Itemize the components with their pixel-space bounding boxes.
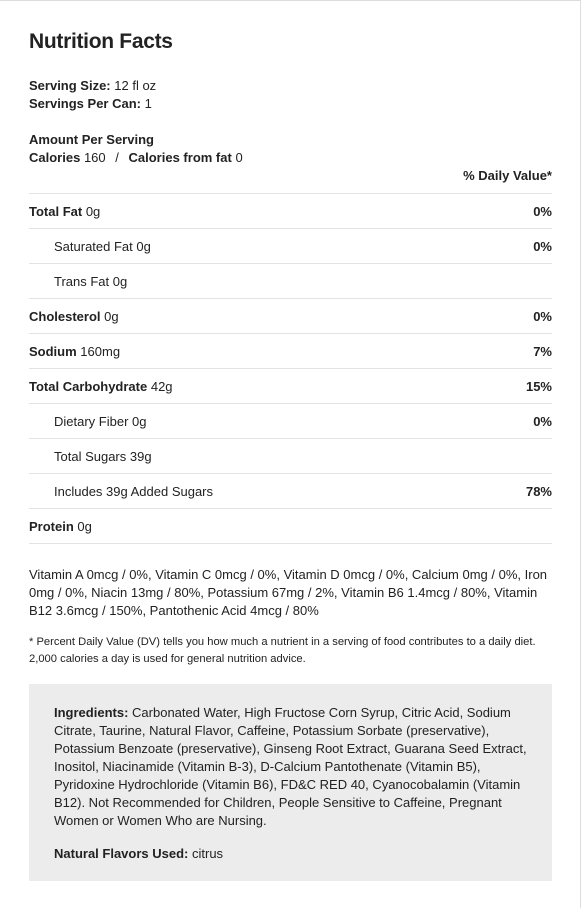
nutrient-amount: 0g: [77, 518, 92, 534]
calories-separator: /: [115, 150, 119, 165]
nutrient-row-total-fat: [29, 194, 552, 229]
nutrient-amount: 42g: [150, 378, 173, 394]
nutrient-dv: 7%: [533, 343, 552, 359]
nutrient-label: Cholesterol: [29, 308, 101, 324]
ingredients-list: Carbonated Water, High Fructose Corn Syrup, Citric Acid, Sodium Citrate, Taurine, Natural Flavor, Caffeine, Potassium Sorbate (preservative), Potassium Benzoate (preservative), Ginseng Root Extract, Guarana Seed Extract, Inositol, Niacinamide (Vitamin B-3), D-Calcium Pantothenate (Vitamin B5), Pyridoxine Hydrochloride (Vitamin B6), FD&C RED 40, Cyanocobalamin (Vitamin B12). Not Recommended for Children, People Sensitive to Caffeine, Pregnant Women or Women Who are Nursing.: [54, 705, 527, 828]
natural-flavors-value: citrus: [192, 846, 224, 861]
natural-flavors: [54, 845, 527, 863]
vitamins-minerals: Vitamin A 0mcg / 0%, Vitamin C 0mcg / 0%, Vitamin D 0mcg / 0%, Calcium 0mg / 0%, Iron 0mg / 0%, Niacin 13mg / 80%, Potassium 67mg / 2%, Vitamin B6 1.4mcg / 80%, Vitamin B12 3.6mcg / 150%, Pantothenic Acid 4mcg / 80%: [29, 567, 548, 618]
serving-size-value: 12 fl oz: [114, 78, 157, 93]
nutrient-row-added-sugars: [29, 474, 552, 509]
nutrient-dv: 15%: [525, 378, 552, 394]
nutrient-amount: 0g: [112, 273, 128, 289]
nutrient-amount: 0g: [132, 413, 147, 429]
nutrient-row-dietary-fiber: [29, 404, 552, 439]
nutrient-dv: 0%: [533, 203, 552, 219]
servings-per-can-label: Servings Per Can:: [29, 96, 141, 111]
nutrient-label: Dietary Fiber: [54, 413, 129, 429]
nutrient-dv: 0%: [533, 238, 552, 254]
calories-value: 160: [83, 150, 106, 165]
amount-per-serving-block: [29, 131, 552, 167]
nutrient-dv: 0%: [533, 413, 552, 429]
page-title: Nutrition Facts: [29, 30, 173, 53]
nutrient-amount: 39g: [129, 448, 152, 464]
natural-flavors-label: Natural Flavors Used:: [54, 846, 189, 861]
serving-info: [29, 77, 552, 113]
nutrient-label: Trans Fat: [54, 273, 110, 289]
nutrient-label: Total Carbohydrate: [29, 378, 148, 394]
daily-value-header: % Daily Value*: [463, 168, 552, 183]
nutrient-row-cholesterol: [29, 299, 552, 334]
nutrient-label: Sodium: [29, 343, 77, 359]
nutrient-label: Total Fat: [29, 203, 83, 219]
calories-label: Calories: [29, 150, 81, 165]
top-border: [0, 0, 581, 1]
nutrient-row-saturated-fat: [29, 229, 552, 264]
serving-size-label: Serving Size:: [29, 78, 111, 93]
calories-line: [29, 149, 552, 167]
nutrient-label: Protein: [29, 518, 74, 534]
nutrient-row-sodium: [29, 334, 552, 369]
nutrient-label: Includes 39g Added Sugars: [54, 483, 214, 499]
ingredients-label: Ingredients:: [54, 705, 129, 720]
nutrient-row-protein: [29, 509, 552, 544]
servings-per-can-value: 1: [144, 96, 152, 111]
nutrient-row-total-sugars: [29, 439, 552, 474]
amount-per-serving: Amount Per Serving: [29, 132, 154, 147]
nutrition-panel: [29, 28, 552, 668]
nutrient-dv: 0%: [533, 308, 552, 324]
ingredients-box: [29, 684, 552, 881]
nutrient-amount: 0g: [104, 308, 119, 324]
servings-per-can: [29, 95, 552, 113]
nutrient-label: Saturated Fat: [54, 238, 133, 254]
nutrient-table: [29, 193, 552, 544]
nutrient-row-total-carbohydrate: [29, 369, 552, 404]
calories-fat-label: Calories from fat: [128, 150, 232, 165]
nutrient-label: Total Sugars: [54, 448, 127, 464]
serving-size: [29, 77, 552, 95]
nutrient-row-trans-fat: [29, 264, 552, 299]
nutrient-dv: 78%: [525, 483, 552, 499]
nutrient-amount: 0g: [136, 238, 151, 254]
calories-fat-value: 0: [235, 150, 243, 165]
ingredients-text: [54, 704, 527, 830]
daily-value-footnote: * Percent Daily Value (DV) tells you how much a nutrient in a serving of food contributes to a daily diet. 2,000 calories a day is used for general nutrition advice.: [29, 636, 536, 665]
nutrient-amount: 0g: [85, 203, 101, 219]
nutrient-amount: 160mg: [80, 343, 121, 359]
